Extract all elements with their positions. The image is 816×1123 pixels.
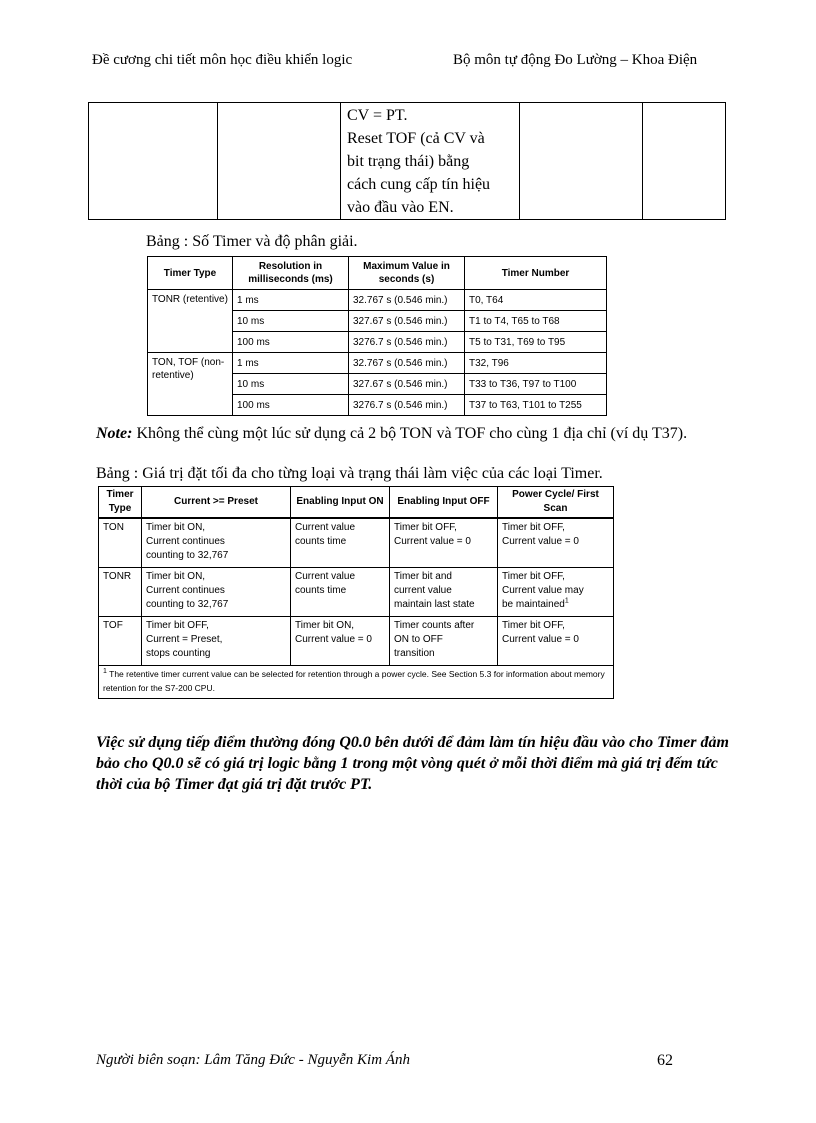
table-cell: Current value counts time (291, 568, 390, 617)
cont-cell-5 (643, 103, 726, 220)
footnote-number: 1 (103, 668, 107, 676)
table-cell: Timer bit OFF, Current value = 0 (498, 518, 614, 568)
table-row (99, 617, 614, 666)
header-course-title: Đề cương chi tiết môn học điều khiển logic (92, 52, 353, 68)
table-header-cell: Timer Type (99, 487, 142, 519)
footnote-marker: 1 (564, 597, 569, 605)
note-paragraph (96, 423, 736, 444)
cont-cell-4 (520, 103, 643, 220)
table-cell: 32.767 s (0.546 min.) (349, 290, 465, 311)
caption-timer-states: Bảng : Giá trị đặt tối đa cho từng loại và trạng thái làm việc của các loại Timer. (96, 465, 603, 482)
footnote-text: The retentive timer current value can be selected for retention through a power cycle. See Section 5.3 for information about memory retention for the S7-200 CPU. (103, 669, 605, 693)
table-header-row (148, 257, 607, 290)
timer-resolution-table (147, 256, 607, 416)
table-header-row (99, 487, 614, 519)
table-header-cell: Enabling Input OFF (390, 487, 498, 519)
cont-text-line: Reset TOF (cả CV và (347, 130, 485, 147)
note-text: Không thể cùng một lúc sử dụng cả 2 bộ TON và TOF cho cùng 1 địa chỉ (ví dụ T37). (132, 425, 688, 442)
note-label: Note: (96, 425, 133, 442)
table-cell: 327.67 s (0.546 min.) (349, 374, 465, 395)
table-cell: Current value counts time (291, 518, 390, 568)
cont-cell-text (341, 103, 520, 220)
table-header-cell: Enabling Input ON (291, 487, 390, 519)
timer-states-table (98, 486, 614, 699)
table-cell: 32.767 s (0.546 min.) (349, 353, 465, 374)
table-cell: Timer bit OFF, Current = Preset, stops counting (142, 617, 291, 666)
cont-text-line: bit trạng thái) bằng (347, 153, 470, 170)
cont-cell-2 (218, 103, 341, 220)
table-cell: T32, T96 (465, 353, 607, 374)
table-header-cell: Timer Type (148, 257, 233, 290)
continuation-table (88, 102, 726, 220)
timer-type-cell: TONR (retentive) (148, 290, 233, 353)
table-cell: TON (99, 518, 142, 568)
table-cell: TONR (99, 568, 142, 617)
table-cell: 10 ms (233, 374, 349, 395)
table-header-cell: Current >= Preset (142, 487, 291, 519)
table-row (99, 518, 614, 568)
header-department: Bộ môn tự động Đo Lường – Khoa Điện (453, 52, 698, 68)
table-cell: 100 ms (233, 395, 349, 416)
table-cell: Timer bit and current value maintain last state (390, 568, 498, 617)
table-row (148, 353, 607, 374)
table-cell: T33 to T36, T97 to T100 (465, 374, 607, 395)
timer-type-cell: TON, TOF (non-retentive) (148, 353, 233, 416)
table-cell: T0, T64 (465, 290, 607, 311)
table-cell: 327.67 s (0.546 min.) (349, 311, 465, 332)
table-cell: 1 ms (233, 290, 349, 311)
cont-cell-1 (89, 103, 218, 220)
table-row (99, 568, 614, 617)
table-header-cell: Resolution in milliseconds (ms) (233, 257, 349, 290)
table-cell: Timer bit ON, Current continues counting to 32,767 (142, 568, 291, 617)
table-cell: T37 to T63, T101 to T255 (465, 395, 607, 416)
table-footnote (99, 666, 614, 699)
table-cell: Timer bit OFF, Current value = 0 (390, 518, 498, 568)
table-cell: Timer bit ON, Current value = 0 (291, 617, 390, 666)
cont-text-line: CV = PT. (347, 107, 408, 124)
table-cell: T5 to T31, T69 to T95 (465, 332, 607, 353)
footer-author: Người biên soạn: Lâm Tăng Đức - Nguyễn Kim Ánh (96, 1052, 410, 1068)
table-cell: 1 ms (233, 353, 349, 374)
table-row (148, 290, 607, 311)
table-cell: T1 to T4, T65 to T68 (465, 311, 607, 332)
cont-text-line: cách cung cấp tín hiệu (347, 176, 491, 193)
table-cell: 3276.7 s (0.546 min.) (349, 395, 465, 416)
table-cell: 3276.7 s (0.546 min.) (349, 332, 465, 353)
body-paragraph: Việc sử dụng tiếp điểm thường đóng Q0.0 bên dưới để đảm làm tín hiệu đầu vào cho Timer đảm bảo cho Q0.0 sẽ có giá trị logic bằng 1 trong một vòng quét ở mỗi thời điểm mà giá trị đếm tức thời của bộ Timer đạt giá trị đặt trước PT. (96, 734, 729, 793)
table-cell (498, 568, 614, 617)
table-footnote-row (99, 666, 614, 699)
cont-text-line: vào đầu vào EN. (347, 199, 454, 216)
table-header-cell: Maximum Value in seconds (s) (349, 257, 465, 290)
table-header-cell: Timer Number (465, 257, 607, 290)
table-cell: TOF (99, 617, 142, 666)
table-cell: 100 ms (233, 332, 349, 353)
cell-text: Timer bit OFF, Current value may be maintained (502, 571, 584, 610)
table-header-cell: Power Cycle/ First Scan (498, 487, 614, 519)
table-cell: Timer bit ON, Current continues counting to 32,767 (142, 518, 291, 568)
table-cell: 10 ms (233, 311, 349, 332)
table-cell: Timer bit OFF, Current value = 0 (498, 617, 614, 666)
page-number: 62 (657, 1052, 673, 1069)
caption-timer-resolution: Bảng : Số Timer và độ phân giải. (146, 233, 358, 250)
table-cell: Timer counts after ON to OFF transition (390, 617, 498, 666)
